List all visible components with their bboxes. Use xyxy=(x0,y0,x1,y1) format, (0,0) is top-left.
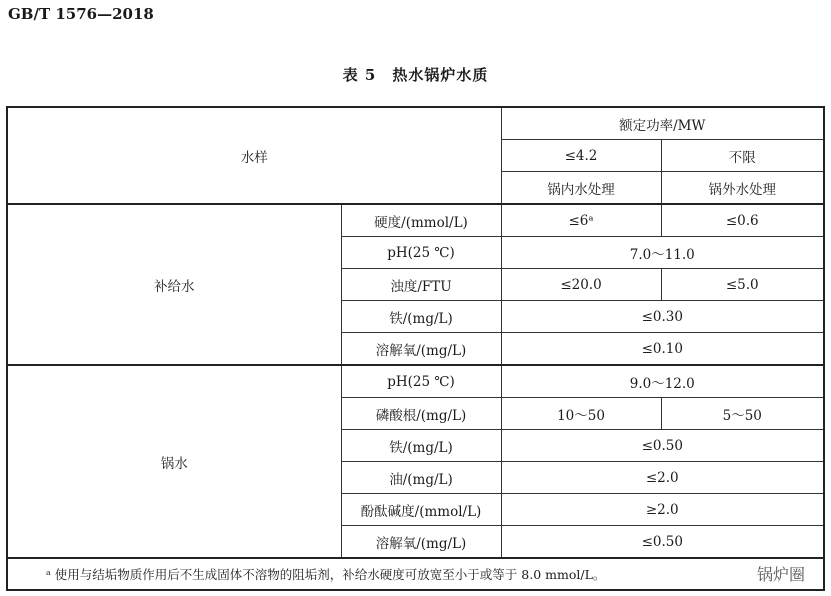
header-sample: 水样 xyxy=(7,107,501,204)
header-outside: 锅外水处理 xyxy=(661,172,824,205)
header-inside: 锅内水处理 xyxy=(501,172,661,205)
value-merged: ≥2.0 xyxy=(501,494,824,526)
item-name: 溶解氧/(mg/L) xyxy=(341,333,501,366)
watermark: 锅炉圈 xyxy=(756,565,805,584)
item-name: 铁/(mg/L) xyxy=(341,301,501,333)
item-name: 硬度/(mmol/L) xyxy=(341,204,501,237)
item-name: 浊度/FTU xyxy=(341,269,501,301)
value-merged: ≤0.50 xyxy=(501,430,824,462)
footnote xyxy=(7,558,824,590)
table-row xyxy=(7,365,824,398)
item-name: 磷酸根/(mg/L) xyxy=(341,398,501,430)
item-name: pH(25 ℃) xyxy=(341,365,501,398)
standard-number: GB/T 1576—2018 xyxy=(8,5,154,23)
value-inside: ≤6ᵃ xyxy=(501,204,661,237)
header-power: 额定功率/MW xyxy=(501,107,824,140)
value-merged: 7.0～11.0 xyxy=(501,237,824,269)
value-merged: ≤0.50 xyxy=(501,526,824,559)
table-row xyxy=(7,204,824,237)
value-merged: ≤2.0 xyxy=(501,462,824,494)
footnote-text: ᵃ 使用与结垢物质作用后不生成固体不溶物的阻垢剂，补给水硬度可放宽至小于或等于 8.0 mmol/L。 xyxy=(46,567,606,582)
item-name: 油/(mg/L) xyxy=(341,462,501,494)
header-le42: ≤4.2 xyxy=(501,140,661,172)
value-merged: 9.0～12.0 xyxy=(501,365,824,398)
water-quality-table xyxy=(6,106,825,591)
value-inside: ≤20.0 xyxy=(501,269,661,301)
value-outside: 5～50 xyxy=(661,398,824,430)
table-title: 表 5 热水锅炉水质 xyxy=(342,66,489,84)
value-outside: ≤0.6 xyxy=(661,204,824,237)
group-name: 补给水 xyxy=(7,204,341,365)
value-merged: ≤0.10 xyxy=(501,333,824,366)
item-name: 酚酞碱度/(mmol/L) xyxy=(341,494,501,526)
item-name: pH(25 ℃) xyxy=(341,237,501,269)
header-unlimited: 不限 xyxy=(661,140,824,172)
value-inside: 10～50 xyxy=(501,398,661,430)
value-outside: ≤5.0 xyxy=(661,269,824,301)
item-name: 溶解氧/(mg/L) xyxy=(341,526,501,559)
group-name: 锅水 xyxy=(7,365,341,558)
item-name: 铁/(mg/L) xyxy=(341,430,501,462)
value-merged: ≤0.30 xyxy=(501,301,824,333)
